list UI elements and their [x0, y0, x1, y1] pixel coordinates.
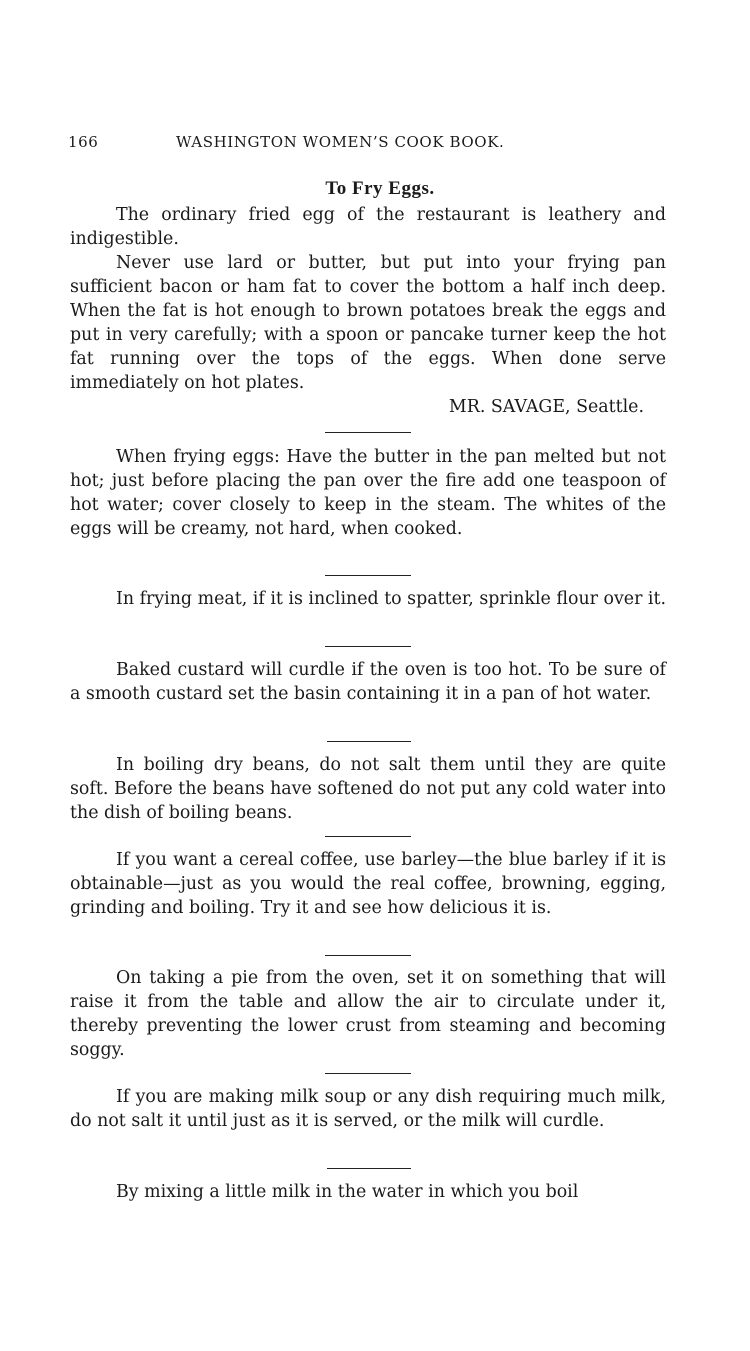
section-divider	[325, 836, 411, 837]
section-divider	[325, 575, 411, 576]
recipe-body	[70, 203, 666, 419]
recipe-paragraph: The ordinary fried egg of the restaurant is leathery and indigestible.	[70, 205, 666, 249]
section-divider	[327, 741, 411, 742]
tip-text: Baked custard will curdle if the oven is too hot. To be sure of a smooth custard set the basin containing it in a pan of hot water.	[70, 660, 666, 704]
tip-paragraph	[70, 445, 666, 541]
page-number: 166	[68, 133, 99, 151]
tip-text: By mixing a little milk in the water in which you boil	[116, 1182, 579, 1202]
tip-paragraph	[70, 848, 666, 920]
recipe-title: To Fry Eggs.	[325, 178, 435, 199]
book-title: WASHINGTON WOMEN’S COOK BOOK.	[176, 133, 505, 151]
tip-paragraph	[70, 1085, 666, 1133]
tip-text: In boiling dry beans, do not salt them until they are quite soft. Before the beans have softened do not put any cold water into the dish of boiling beans.	[70, 755, 666, 823]
recipe-paragraph: Never use lard or butter, but put into your frying pan sufficient bacon or ham fat to cover the bottom a half inch deep. When the fat is hot enough to brown potatoes break the eggs and put in very carefully; with a spoon or pancake turner keep the hot fat running over the tops of the eggs. When done serve immediately on hot plates.	[70, 253, 666, 393]
tip-paragraph	[70, 966, 666, 1062]
tip-text: In frying meat, if it is inclined to spatter, sprinkle flour over it.	[116, 589, 666, 609]
tip-paragraph	[70, 753, 666, 825]
section-divider	[325, 955, 411, 956]
tip-paragraph	[70, 587, 666, 611]
tip-paragraph	[70, 658, 666, 706]
tip-text: If you want a cereal coffee, use barley—the blue barley if it is obtainable—just as you would the real coffee, browning, egging, grinding and boiling. Try it and see how delicious it is.	[70, 850, 666, 918]
tip-text: If you are making milk soup or any dish requiring much milk, do not salt it until just as it is served, or the milk will curdle.	[70, 1087, 666, 1131]
tip-paragraph	[70, 1180, 666, 1204]
section-divider	[325, 432, 411, 433]
section-divider	[325, 646, 411, 647]
recipe-signature: MR. SAVAGE, Seattle.	[448, 397, 644, 417]
tip-text: On taking a pie from the oven, set it on something that will raise it from the table and allow the air to circulate under it, thereby preventing the lower crust from steaming and becoming soggy.	[70, 968, 666, 1060]
tip-text: When frying eggs: Have the butter in the pan melted but not hot; just before placing the pan over the fire add one teaspoon of hot water; cover closely to keep in the steam. The whites of the eggs will be creamy, not hard, when cooked.	[70, 447, 666, 539]
section-divider	[327, 1168, 411, 1169]
section-divider	[325, 1073, 411, 1074]
